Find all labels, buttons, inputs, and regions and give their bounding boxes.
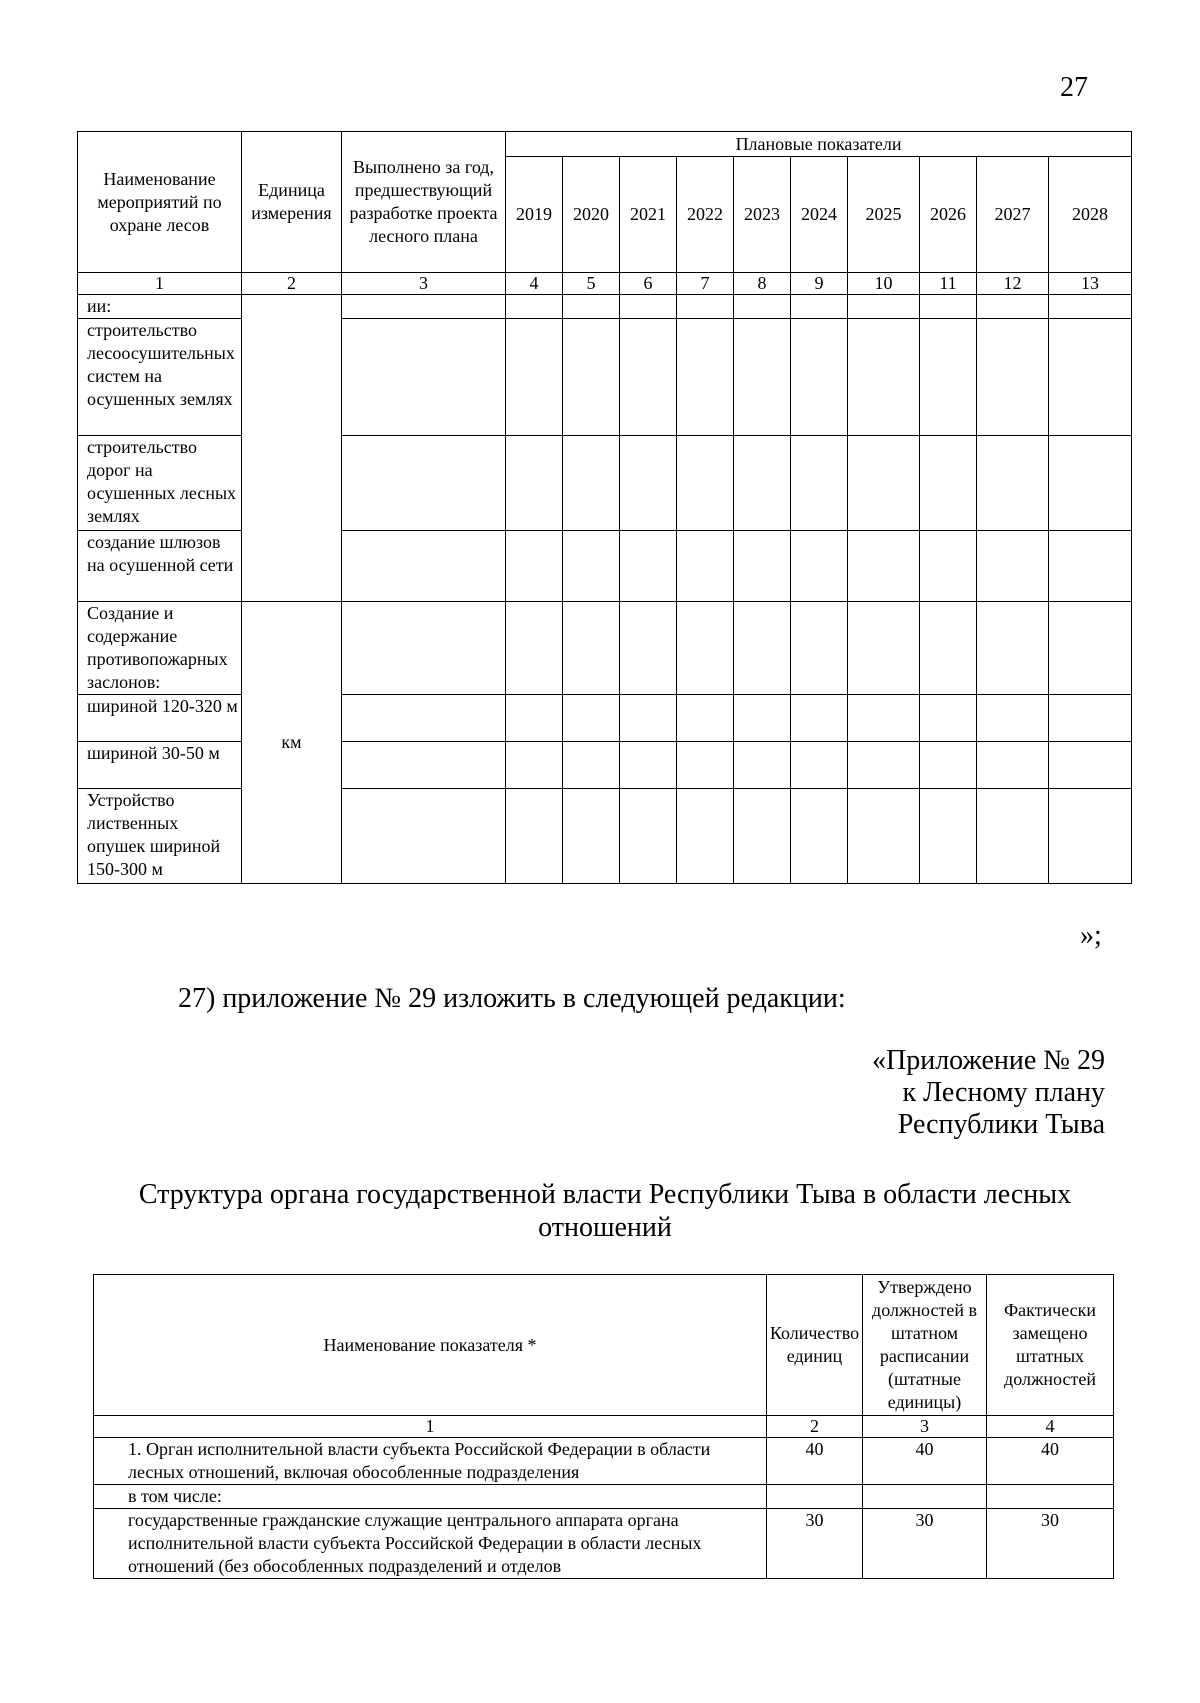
- header-approved: Утверждено должностей в штатном расписании (штатные единицы): [863, 1275, 987, 1416]
- header-indicator-name: Наименование показателя *: [94, 1275, 767, 1416]
- table-row-label: создание шлюзов на осушенной сети: [78, 531, 242, 602]
- closing-quote: »;: [1080, 920, 1102, 951]
- header-year: 2026: [920, 157, 977, 273]
- page-number: 27: [1060, 72, 1088, 103]
- table-row-label: строительство дорог на осушенных лесных землях: [78, 436, 242, 531]
- row-approved: 30: [863, 1509, 987, 1579]
- column-number: 7: [677, 273, 734, 295]
- column-number: 10: [848, 273, 920, 295]
- appendix-header: [872, 1045, 1105, 1141]
- column-number: 2: [767, 1416, 863, 1438]
- header-name: Наименование мероприятий по охране лесов: [78, 132, 242, 273]
- column-number: 3: [342, 273, 506, 295]
- header-year: 2028: [1049, 157, 1132, 273]
- column-number: 6: [620, 273, 677, 295]
- appendix-line: Республики Тыва: [897, 1109, 1105, 1140]
- header-count: Количество единиц: [767, 1275, 863, 1416]
- row-count: 40: [767, 1438, 863, 1485]
- table-row: [94, 1438, 1114, 1485]
- column-number: 11: [920, 273, 977, 295]
- column-number: 3: [863, 1416, 987, 1438]
- header-filled: Фактически замещено штатных должностей: [987, 1275, 1114, 1416]
- column-number: 9: [791, 273, 848, 295]
- header-unit: Единица измерения: [242, 132, 342, 273]
- table-row-label: шириной 30-50 м: [78, 742, 242, 789]
- header-year: 2020: [563, 157, 620, 273]
- row-label: государственные гражданские служащие центрального аппарата органа исполнительной власти субъекта Российской Федерации в области лесных отношений (без обособленных подразделений и отделов: [94, 1509, 767, 1579]
- column-number: 1: [94, 1416, 767, 1438]
- table-row-label: строительство лесоосушительных систем на осушенных землях: [78, 319, 242, 436]
- unit-cell: [242, 295, 342, 602]
- table-row: [94, 1485, 1114, 1509]
- header-done: Выполнено за год, предшествующий разработке проекта лесного плана: [342, 132, 506, 273]
- appendix-line: «Приложение № 29: [872, 1045, 1105, 1076]
- amendment-text: 27) приложение № 29 изложить в следующей редакции:: [178, 983, 846, 1014]
- table-row-label: Создание и содержание противопожарных заслонов:: [78, 602, 242, 695]
- column-number: 4: [506, 273, 563, 295]
- row-filled: 40: [987, 1438, 1114, 1485]
- row-count: [767, 1485, 863, 1509]
- column-number: 12: [977, 273, 1049, 295]
- column-number: 13: [1049, 273, 1132, 295]
- column-number: 1: [78, 273, 242, 295]
- header-year: 2027: [977, 157, 1049, 273]
- row-filled: [987, 1485, 1114, 1509]
- table-row-label: шириной 120-320 м: [78, 695, 242, 742]
- appendix-line: к Лесному плану: [902, 1077, 1105, 1108]
- row-label: 1. Орган исполнительной власти субъекта Российской Федерации в области лесных отношений, включая обособленные подразделения: [94, 1438, 767, 1485]
- column-number: 5: [563, 273, 620, 295]
- row-label: в том числе:: [94, 1485, 767, 1509]
- table-row-label: ии:: [78, 295, 242, 319]
- header-year: 2024: [791, 157, 848, 273]
- row-approved: 40: [863, 1438, 987, 1485]
- unit-km: км: [242, 602, 342, 884]
- header-year: 2023: [734, 157, 791, 273]
- column-number: 4: [987, 1416, 1114, 1438]
- row-approved: [863, 1485, 987, 1509]
- header-year: 2021: [620, 157, 677, 273]
- row-count: 30: [767, 1509, 863, 1579]
- header-year: 2019: [506, 157, 563, 273]
- table-row-label: Устройство лиственных опушек шириной 150-300 м: [78, 789, 242, 884]
- header-year: 2025: [848, 157, 920, 273]
- column-number: 8: [734, 273, 791, 295]
- column-number: 2: [242, 273, 342, 295]
- header-year: 2022: [677, 157, 734, 273]
- structure-title: Структура органа государственной власти Республики Тыва в области лесных отношений: [138, 1179, 1072, 1243]
- row-filled: 30: [987, 1509, 1114, 1579]
- forest-protection-table: [77, 131, 1132, 884]
- table-row: [94, 1509, 1114, 1579]
- header-planned: Плановые показатели: [506, 132, 1132, 157]
- structure-table: [93, 1274, 1114, 1579]
